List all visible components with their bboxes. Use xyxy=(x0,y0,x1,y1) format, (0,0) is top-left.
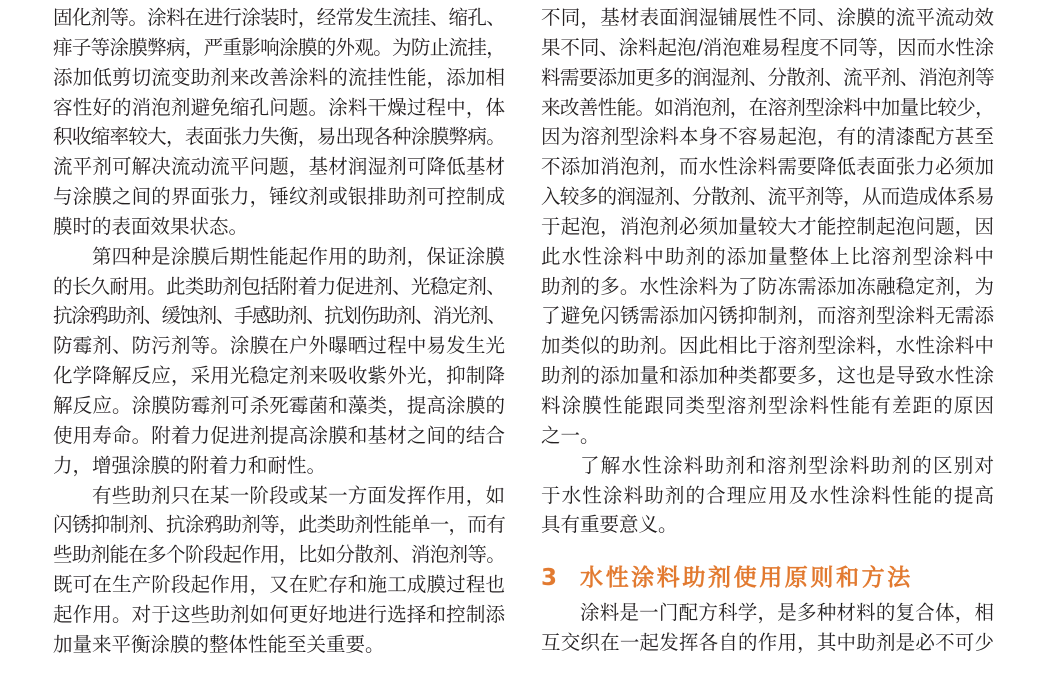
text-line: 与涂膜之间的界面张力，锤纹剂或银排助剂可控制成 xyxy=(53,185,505,209)
text-line: 之一。 xyxy=(541,423,600,447)
paragraph xyxy=(541,3,994,451)
paragraph xyxy=(541,598,994,658)
left-column xyxy=(53,3,505,660)
paragraph xyxy=(541,451,994,541)
text-line: 解反应。涂膜防霉剂可杀死霉菌和藻类，提高涂膜的 xyxy=(53,393,505,417)
text-line: 不同，基材表面润湿铺展性不同、涂膜的流平流动效 xyxy=(541,6,994,29)
text-line: 入较多的润湿剂、分散剂、流平剂等，从而造成体系易 xyxy=(541,185,994,209)
text-line: 于水性涂料助剂的合理应用及水性涂料性能的提高 xyxy=(541,483,994,507)
text-line: 料需要添加更多的润湿剂、分散剂、流平剂、消泡剂等 xyxy=(541,65,994,89)
text-line: 既可在生产阶段起作用，又在贮存和施工成膜过程也 xyxy=(53,573,505,597)
text-line: 闪锈抑制剂、抗涂鸦助剂等，此类助剂性能单一，而有 xyxy=(53,513,505,537)
text-line: 了解水性涂料助剂和溶剂型涂料助剂的区别对 xyxy=(580,453,994,477)
text-line: 防霉剂、防污剂等。涂膜在户外曝晒过程中易发生光 xyxy=(53,334,505,358)
text-line: 力，增强涂膜的附着力和耐性。 xyxy=(53,453,327,477)
text-line: 不添加消泡剂，而水性涂料需要降低表面张力必须加 xyxy=(541,155,994,179)
section-number: 3 xyxy=(541,564,558,591)
text-line: 来改善性能。如消泡剂，在溶剂型涂料中加量比较少， xyxy=(541,95,994,119)
text-line: 容性好的消泡剂避免缩孔问题。涂料干燥过程中，体 xyxy=(53,95,505,119)
text-line: 添加低剪切流变助剂来改善涂料的流挂性能，添加相 xyxy=(53,65,505,89)
text-line: 助剂的多。水性涂料为了防冻需添加冻融稳定剂，为 xyxy=(541,274,994,298)
text-line: 于起泡，消泡剂必须加量较大才能控制起泡问题，因 xyxy=(541,214,994,238)
text-line: 互交织在一起发挥各自的作用，其中助剂是必不可少 xyxy=(541,630,994,654)
text-line: 痱子等涂膜弊病，严重影响涂膜的外观。为防止流挂， xyxy=(53,35,505,59)
text-line: 的长久耐用。此类助剂包括附着力促进剂、光稳定剂、 xyxy=(53,274,505,298)
text-line: 有些助剂只在某一阶段或某一方面发挥作用，如 xyxy=(92,483,505,507)
text-line: 涂料是一门配方科学，是多种材料的复合体，相 xyxy=(580,600,994,624)
paragraph xyxy=(53,242,505,481)
text-line: 积收缩率较大，表面张力失衡，易出现各种涂膜弊病。 xyxy=(53,125,505,149)
text-line: 因为溶剂型涂料本身不容易起泡，有的清漆配方甚至 xyxy=(541,125,994,149)
section-heading xyxy=(541,563,994,593)
paragraph xyxy=(53,481,505,660)
text-line: 果不同、涂料起泡/消泡难易程度不同等，因而水性涂 xyxy=(541,35,994,59)
text-line: 此水性涂料中助剂的添加量整体上比溶剂型涂料中 xyxy=(541,244,994,268)
text-line: 固化剂等。涂料在进行涂装时，经常发生流挂、缩孔、 xyxy=(53,6,505,29)
right-column xyxy=(541,3,994,658)
text-line: 加类似的助剂。因此相比于溶剂型涂料，水性涂料中 xyxy=(541,334,994,358)
text-line: 具有重要意义。 xyxy=(541,513,678,537)
section-title: 水性涂料助剂使用原则和方法 xyxy=(580,564,913,591)
text-line: 流平剂可解决流动流平问题，基材润湿剂可降低基材 xyxy=(53,155,505,179)
paragraph xyxy=(53,3,505,242)
text-line: 化学降解反应，采用光稳定剂来吸收紫外光，抑制降 xyxy=(53,364,505,388)
text-line: 些助剂能在多个阶段起作用，比如分散剂、消泡剂等。 xyxy=(53,543,505,567)
text-line: 起作用。对于这些助剂如何更好地进行选择和控制添 xyxy=(53,602,505,626)
text-line: 膜时的表面效果状态。 xyxy=(53,214,249,238)
text-line: 加量来平衡涂膜的整体性能至关重要。 xyxy=(53,632,385,656)
text-line: 第四种是涂膜后期性能起作用的助剂，保证涂膜 xyxy=(92,244,505,268)
text-line: 了避免闪锈需添加闪锈抑制剂，而溶剂型涂料无需添 xyxy=(541,304,994,328)
text-line: 助剂的添加量和添加种类都要多，这也是导致水性涂 xyxy=(541,364,994,388)
text-line: 使用寿命。附着力促进剂提高涂膜和基材之间的结合 xyxy=(53,423,505,447)
text-line: 料涂膜性能跟同类型溶剂型涂料性能有差距的原因 xyxy=(541,393,994,417)
text-line: 抗涂鸦助剂、缓蚀剂、手感助剂、抗划伤助剂、消光剂、 xyxy=(53,304,505,328)
